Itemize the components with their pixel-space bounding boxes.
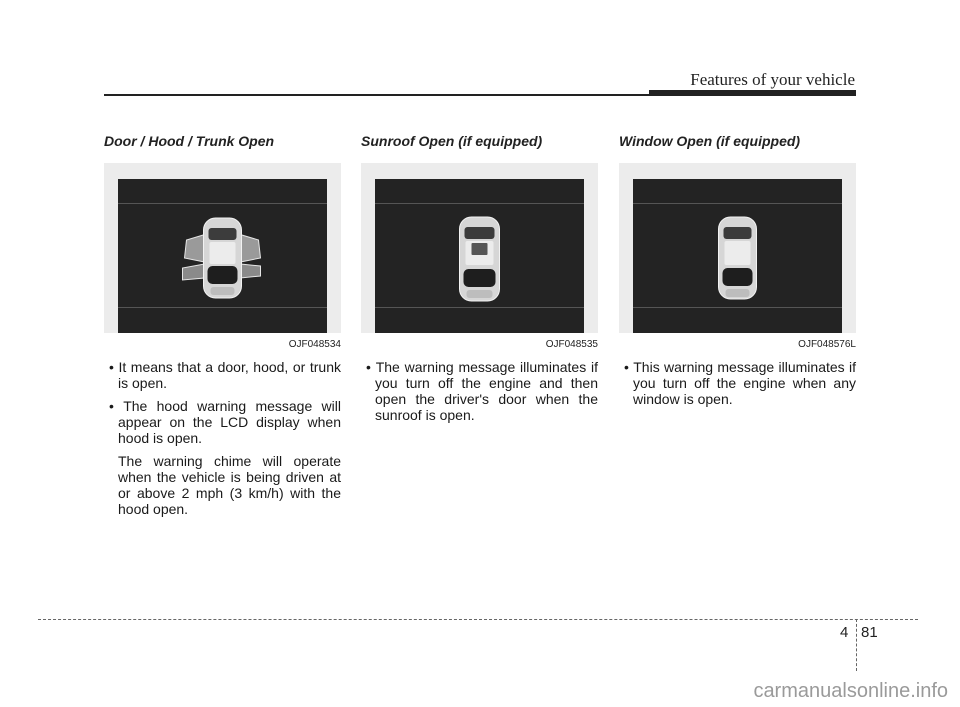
figure-code: OJF048534 bbox=[288, 339, 341, 350]
car-window-icon bbox=[633, 179, 842, 333]
section-window-open bbox=[619, 132, 856, 414]
bullet-item: • It means that a door, hood, or trunk is open. bbox=[104, 359, 341, 391]
page-header-title: Features of your vehicle bbox=[690, 70, 855, 89]
page-number: 81 bbox=[861, 624, 878, 641]
figure-code: OJF048576L bbox=[798, 339, 856, 350]
bullet-list bbox=[619, 359, 856, 407]
section-sunroof-open bbox=[361, 132, 598, 430]
watermark-text: carmanualsonline.info bbox=[753, 680, 948, 702]
car-sunroof-icon bbox=[375, 179, 584, 333]
sub-paragraph: The warning chime will operate when the vehicle is being driven at or above 2 mph (3 km/h) with the hood open. bbox=[118, 453, 341, 517]
header-accent-bar bbox=[649, 90, 856, 96]
lcd-figure bbox=[619, 163, 856, 333]
lcd-figure bbox=[361, 163, 598, 333]
section-title: Door / Hood / Trunk Open bbox=[104, 133, 275, 149]
footer-rule bbox=[38, 619, 918, 620]
bullet-item: • The hood warning message will appear on the LCD display when hood is open. bbox=[104, 398, 341, 446]
section-title: Window Open (if equipped) bbox=[619, 133, 801, 149]
section-door-hood-trunk bbox=[104, 132, 341, 517]
lcd-screen bbox=[118, 179, 327, 333]
lcd-screen bbox=[375, 179, 584, 333]
lcd-screen bbox=[633, 179, 842, 333]
footer-divider bbox=[856, 619, 857, 671]
lcd-figure bbox=[104, 163, 341, 333]
car-open-doors-icon bbox=[118, 179, 327, 333]
section-title: Sunroof Open (if equipped) bbox=[361, 133, 543, 149]
bullet-item: • This warning message illuminates if you turn off the engine when any window is open. bbox=[619, 359, 856, 407]
bullet-list bbox=[361, 359, 598, 423]
figure-code: OJF048535 bbox=[545, 339, 598, 350]
bullet-list bbox=[104, 359, 341, 446]
chapter-number: 4 bbox=[840, 624, 849, 641]
bullet-item: • The warning message illuminates if you turn off the engine and then open the driver's door when the sunroof is open. bbox=[361, 359, 598, 423]
